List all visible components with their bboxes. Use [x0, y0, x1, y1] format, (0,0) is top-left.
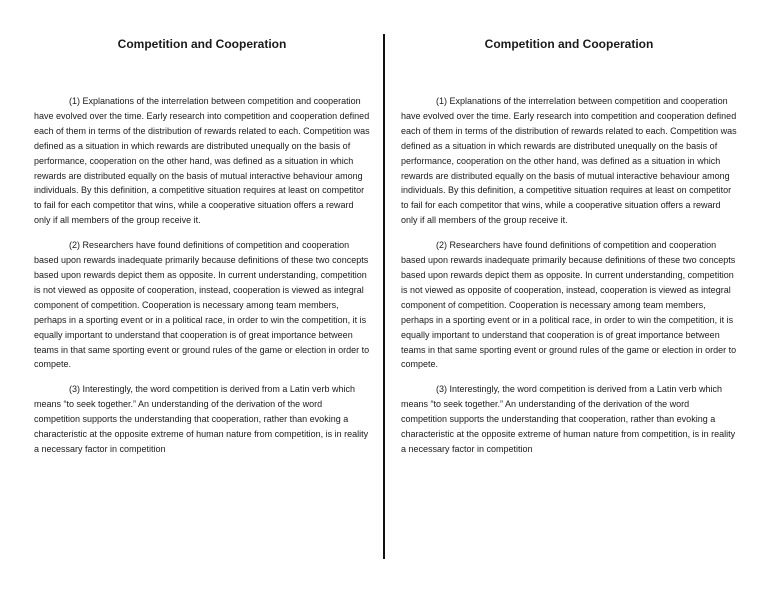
paragraph-2-right: (2) Researchers have found definitions of competition and cooperation based upon rewards inadequate primarily because definitions of these two concepts based upon rewards depict them as opposite. In current understanding, competition is not viewed as opposite of cooperation, instead, cooperation is viewed as integral component of competition. Cooperation is necessary among team members, perhaps in a sporting event or in a political race, in order to win the competition, it is equally important to understand that cooperation is of great importance between teams in that same sporting event or ground rules of the game or election in order to compete. [401, 240, 737, 370]
paragraph-2-left: (2) Researchers have found definitions of competition and cooperation based upon rewards inadequate primarily because definitions of these two concepts based upon rewards depict them as opposite. In current understanding, competition is not viewed as opposite of cooperation, instead, cooperation is viewed as integral component of competition. Cooperation is necessary among team members, perhaps in a sporting event or in a political race, in order to win the competition, it is equally important to understand that cooperation is of great importance between teams in that same sporting event or ground rules of the game or election in order to compete. [34, 240, 370, 370]
paragraph-3-right: (3) Interestingly, the word competition is derived from a Latin verb which means “to seek together.” An understanding of the derivation of the word competition supports the understanding that cooperation, rather than evoking a characteristic at the opposite extreme of human nature from competition, is in reality a necessary factor in competition [401, 384, 736, 454]
paragraph-3-left: (3) Interestingly, the word competition is derived from a Latin verb which means “to seek together.” An understanding of the derivation of the word competition supports the understanding that cooperation, rather than evoking a characteristic at the opposite extreme of human nature from competition, is in reality a necessary factor in competition [34, 384, 369, 454]
left-column [34, 0, 370, 457]
paragraph-1-right: (1) Explanations of the interrelation between competition and cooperation have evolved over the time. Early research into competition and cooperation defined each of them in terms of the distribution of rewards related to each. Competition was defined as a situation in which rewards are distributed unequally on the basis of performance, cooperation on the other hand, was defined as a situation in which rewards are distributed equally on the basis of mutual interactive behaviour among individuals. By this definition, a competitive situation requires at least on competitor to fail for each competitor that wins, while a cooperative situation offers a reward only if all members of the group receive it. [401, 96, 737, 226]
paragraph-1-left: (1) Explanations of the interrelation between competition and cooperation have evolved over the time. Early research into competition and cooperation defined each of them in terms of the distribution of rewards related to each. Competition was defined as a situation in which rewards are distributed unequally on the basis of performance, cooperation on the other hand, was defined as a situation in which rewards are distributed equally on the basis of mutual interactive behaviour among individuals. By this definition, a competitive situation requires at least on competitor to fail for each competitor that wins, while a cooperative situation offers a reward only if all members of the group receive it. [34, 96, 370, 226]
page-title-left: Competition and Cooperation [117, 37, 287, 51]
column-divider [383, 34, 385, 559]
right-column [401, 0, 737, 457]
page-title-right: Competition and Cooperation [484, 37, 654, 51]
